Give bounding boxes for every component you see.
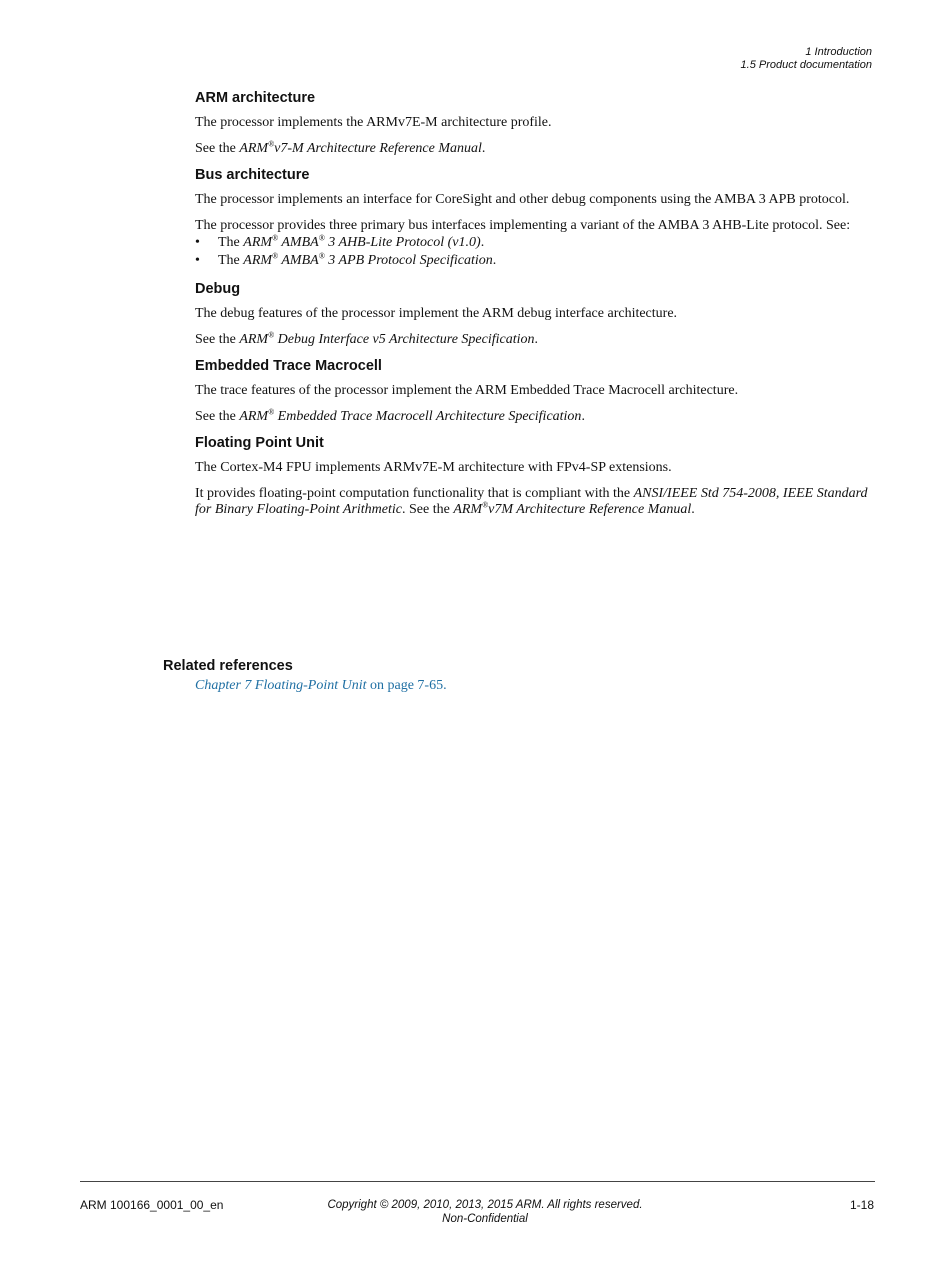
text: AMBA [278,253,319,268]
doc-title [239,332,534,347]
text: See the [195,141,240,156]
related-references [163,658,883,694]
text: AMBA [278,235,319,250]
registered-mark: ® [482,500,489,510]
text: Debug Interface v5 Architecture Specification [274,332,535,347]
link-text[interactable]: Chapter 7 Floating-Point Unit [195,678,367,693]
section-bus-architecture [195,167,875,270]
registered-mark: ® [318,251,325,261]
paragraph: The processor provides three primary bus interfaces implementing a variant of the AMBA 3 AHB-Lite protocol. See: [195,218,851,233]
header-chapter: 1 Introduction [805,46,872,58]
header-section: 1.5 Product documentation [740,59,872,71]
section-heading: Bus architecture [195,167,310,183]
list-item [195,234,875,252]
related-references-heading: Related references [163,658,293,674]
text: The [218,253,244,268]
bullet-icon: • [195,235,200,250]
text: . [581,409,585,424]
text: . [534,332,539,347]
text: ARM [243,235,273,250]
bullet-list [195,234,875,270]
paragraph: The processor implements an interface for CoreSight and other debug components using the AMBA 3 APB protocol. [195,192,850,207]
paragraph: The Cortex-M4 FPU implements ARMv7E-M architecture with FPv4-SP extensions. [195,460,672,475]
section-floating-point-unit [195,435,875,518]
link-suffix[interactable]: on page 7-65. [366,678,447,693]
doc-title [453,502,691,517]
text: The [218,235,244,250]
text: . [691,502,695,517]
footer-page-number: 1-18 [849,1198,874,1212]
text: ARM [239,409,269,424]
text: It provides floating-point computation functionality that is compliant with the [195,486,634,501]
text: . [480,235,485,250]
text: 3 AHB-Lite Protocol (v1.0) [324,235,481,250]
footer-divider [80,1181,875,1182]
text: . See the [402,502,454,517]
registered-mark: ® [268,139,275,149]
registered-mark: ® [272,233,279,243]
text: ARM [239,332,269,347]
footer-doc-id: ARM 100166_0001_00_en [80,1198,224,1212]
section-debug [195,281,875,348]
text: . [481,141,486,156]
section-arm-architecture [195,90,875,157]
section-heading: ARM architecture [195,90,316,106]
text: v7-M Architecture Reference Manual [274,141,482,156]
paragraph: The debug features of the processor implement the ARM debug interface architecture. [195,306,678,321]
registered-mark: ® [268,330,275,340]
text: 3 APB Protocol Specification [324,253,493,268]
list-item [195,252,875,270]
text: v7M Architecture Reference Manual [488,502,692,517]
text: See the [195,332,240,347]
footer-copyright-block [290,1198,680,1226]
paragraph-reference [195,141,875,157]
section-heading: Debug [195,281,241,297]
section-embedded-trace-macrocell [195,358,875,425]
running-header [741,46,872,72]
footer-copyright: Copyright © 2009, 2010, 2013, 2015 ARM. All rights reserved. [327,1199,643,1211]
doc-title [243,253,492,268]
paragraph-reference [195,332,875,348]
text: . [492,253,497,268]
paragraph: The trace features of the processor implement the ARM Embedded Trace Macrocell architecture. [195,383,739,398]
registered-mark: ® [318,233,325,243]
doc-title [239,141,482,156]
registered-mark: ® [272,251,279,261]
text: ARM [453,502,483,517]
doc-title [243,235,480,250]
text: ARM [239,141,269,156]
footer-confidentiality: Non-Confidential [442,1213,528,1225]
text: See the [195,409,240,424]
standard-title: ANSI/IEEE Std 754-2008, IEEE Standard for Binary Floating-Point Arithmetic [195,486,868,517]
paragraph-reference [195,409,875,425]
doc-title [239,409,581,424]
text: Embedded Trace Macrocell Architecture Specification [274,409,582,424]
cross-reference-link[interactable] [195,678,883,694]
paragraph-reference [195,486,875,518]
section-heading: Floating Point Unit [195,435,324,451]
registered-mark: ® [268,407,275,417]
paragraph: The processor implements the ARMv7E-M architecture profile. [195,115,552,130]
bullet-icon: • [195,253,200,268]
document-body [195,90,875,528]
text: ARM [243,253,273,268]
section-heading: Embedded Trace Macrocell [195,358,382,374]
